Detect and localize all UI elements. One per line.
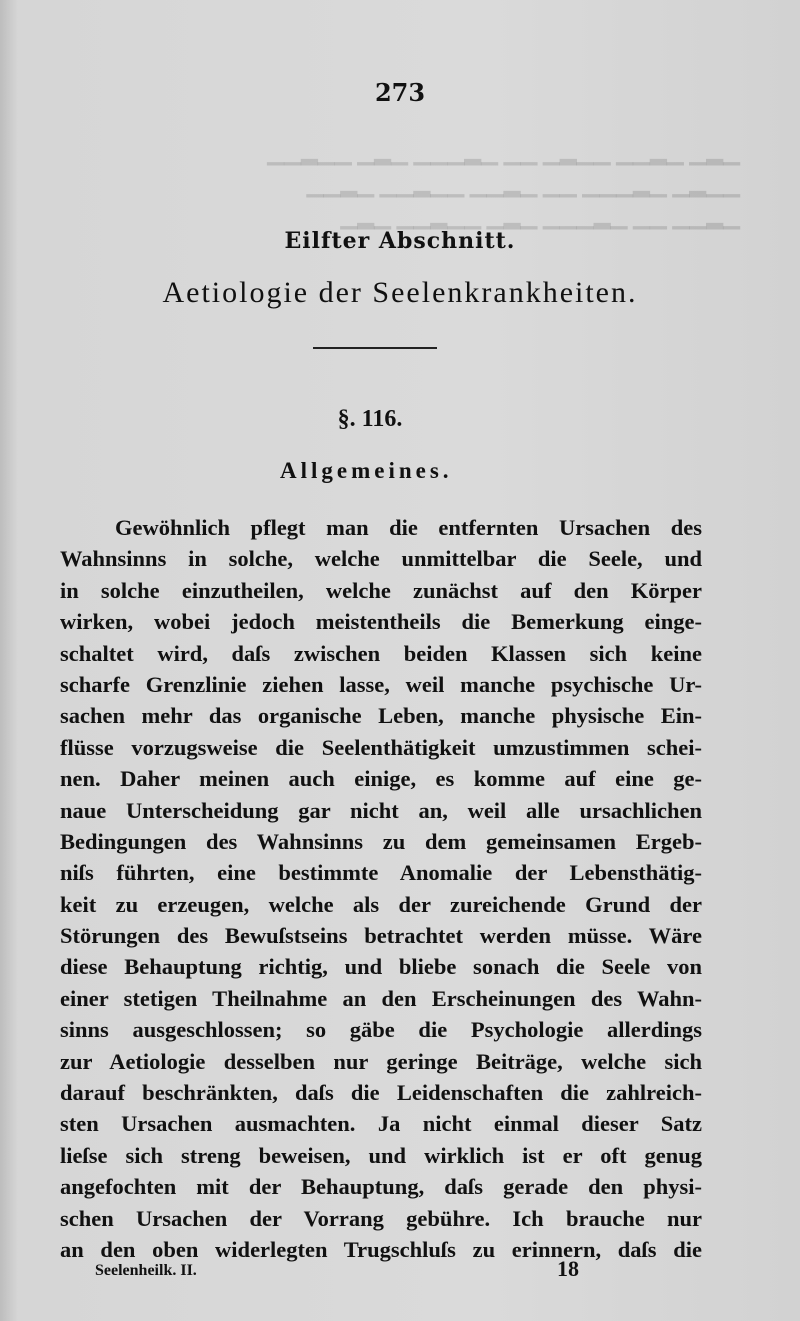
body-line: einer stetigen Theilnahme an den Erscheinungen des Wahn- — [60, 985, 702, 1011]
page-number: 273 — [374, 78, 426, 107]
body-line: diese Behauptung richtig, und bliebe sonach die Seele von — [60, 954, 702, 980]
sheet-number: 18 — [557, 1256, 579, 1281]
body-line: schaltet wird, daſs zwischen beiden Klassen sich keine — [60, 640, 702, 666]
body-line: sachen mehr das organische Leben, manche physische Ein- — [60, 703, 702, 729]
paragraph-number: §. 116. — [337, 406, 403, 432]
show-through-2: ▁▁▂▁ ▁▂▁▁▁ ▁▁ ▁▂▁▁ ▁▁▂▁▁ ▁▂▁▁ — [306, 172, 740, 197]
body-text — [60, 512, 702, 1265]
body-line: sten Ursachen ausmachten. Ja nicht einmal dieser Satz — [60, 1111, 702, 1137]
title-rule — [313, 347, 437, 349]
body-line: an den oben widerlegten Trugschluſs zu erinnern, daſs die — [60, 1236, 702, 1262]
body-line: schen Ursachen der Vorrang gebühre. Ich brauche nur — [60, 1205, 702, 1231]
body-line: sinns ausgeschlossen; so gäbe die Psychologie allerdings — [60, 1017, 702, 1043]
body-line: keit zu erzeugen, welche als der zureichende Grund der — [60, 891, 702, 917]
body-line: zur Aetiologie desselben nur geringe Beiträge, welche sich — [60, 1048, 702, 1074]
show-through-3: ▁▂▁▁ ▁▁ ▁▂▁▁▁ ▁▂▁ ▁▁▂▁▁ ▁▂▁ — [340, 204, 740, 229]
section-heading: Eilfter Abschnitt. — [284, 228, 516, 254]
body-line: Bedingungen des Wahnsinns zu dem gemeinsamen Ergeb- — [60, 828, 702, 854]
chapter-title: Aetiologie der Seelenkrankheiten. — [162, 276, 638, 309]
subheading: Allgemeines. — [280, 458, 453, 483]
body-line: scharfe Grenzlinie ziehen lasse, weil manche psychische Ur- — [60, 671, 702, 697]
body-line: Störungen des Bewuſstseins betrachtet werden müsse. Wäre — [60, 923, 702, 949]
body-line: Gewöhnlich pflegt man die entfernten Ursachen des — [115, 515, 702, 540]
body-line: Wahnsinns in solche, welche unmittelbar die Seele, und — [60, 546, 702, 572]
body-line: naue Unterscheidung gar nicht an, weil alle ursachlichen — [60, 797, 702, 823]
body-line: angefochten mit der Behauptung, daſs gerade den physi- — [60, 1174, 702, 1200]
body-line: niſs führten, eine bestimmte Anomalie der Lebensthätig- — [60, 860, 702, 886]
body-line: in solche einzutheilen, welche zunächst auf den Körper — [60, 577, 702, 603]
body-line: darauf beschränkten, daſs die Leidenschaften die zahlreich- — [60, 1080, 702, 1106]
body-line: flüsse vorzugsweise die Seelenthätigkeit umzustimmen schei- — [60, 734, 702, 760]
signature-mark: Seelenheilk. II. — [95, 1262, 197, 1279]
show-through-1: ▁▂▁ ▁▂▁▁ ▁▁▂▁ ▁▁ ▁▂▁▁▁ ▁▂▁ ▁▁▂▁▁ — [267, 140, 740, 165]
body-line: lieſse sich streng beweisen, und wirklich ist er oft genug — [60, 1142, 702, 1168]
body-line: nen. Daher meinen auch einige, es komme auf eine ge- — [60, 766, 702, 792]
body-line: wirken, wobei jedoch meistentheils die Bemerkung einge- — [60, 609, 702, 635]
